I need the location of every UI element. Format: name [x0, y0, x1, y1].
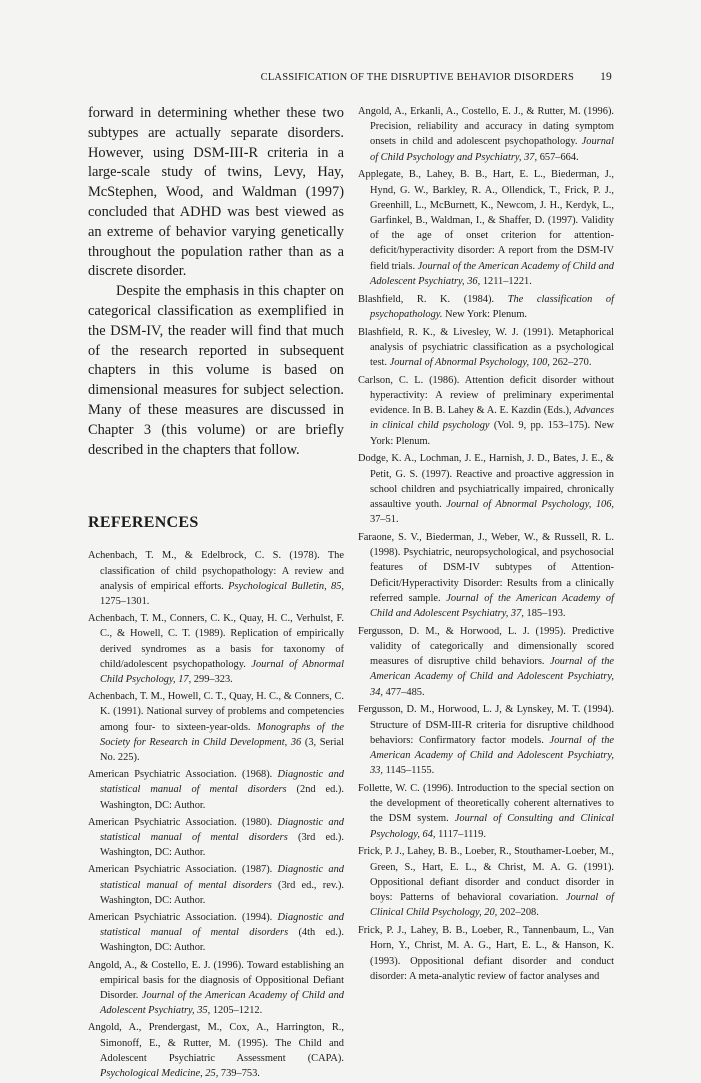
reference-entry: Angold, A., Erkanli, A., Costello, E. J., & Rutter, M. (1996). Precision, reliability and accuracy in dating symptom onsets in child and adolescent psychopathology. Journal of Child Psychology and Psychiatry, 37, 657–664. — [358, 106, 614, 163]
reference-list-left — [88, 548, 344, 1081]
reference-entry: American Psychiatric Association. (1980). Diagnostic and statistical manual of mental disorders (3rd ed.). Washington, DC: Author. — [88, 816, 344, 859]
reference-entry: Achenbach, T. M., Howell, C. T., Quay, H. C., & Conners, C. K. (1991). National survey of problems and competencies among four- to sixteen-year-olds. Monographs of the Society for Research in Child Development, 36 (3, Serial No. 225). — [88, 691, 345, 763]
reference-entry: Faraone, S. V., Biederman, J., Weber, W., & Russell, R. L. (1998). Psychiatric, neuropsychological, and psychosocial features of DSM-IV subtypes of Attention-Deficit/Hyperactivity Disorder: Results from a clinically referred sample. Journal of the American Academy of Child and Adolescent Psychiatry, 37, 185–193. — [358, 532, 614, 620]
left-column — [88, 104, 344, 1083]
reference-entry: Blashfield, R. K., & Livesley, W. J. (1991). Metaphorical analysis of psychiatric classification as a psychological test. Journal of Abnormal Psychology, 100, 262–270. — [358, 326, 614, 369]
body-paragraph: forward in determining whether these two subtypes are actually separate disorders. However, using DSM-III-R criteria in a large-scale study of twins, Levy, Hay, McStephen, Wood, and Waldman (1997) concluded that ADHD was best viewed as an extreme of behavior varying genetically throughout the population rather than as a discrete disorder. — [88, 105, 344, 280]
reference-entry: American Psychiatric Association. (1968). Diagnostic and statistical manual of mental disorders (2nd ed.). Washington, DC: Author. — [88, 769, 344, 811]
right-column — [358, 104, 614, 987]
reference-entry: Applegate, B., Lahey, B. B., Hart, E. L., Biederman, J., Hynd, G. W., Barkley, R. A., Ollendick, T., Frick, P. J., Greenhill, L., McBurnett, K., Newcom, J. H., Kerdyk, L., Garfinkel, B., Waldman, I., & Shaffer, D. (1997). Validity of the age of onset criterion for attention-deficit/hyperactivity disorder: A report from the DSM-IV field trials. Journal of the American Academy of Child and Adolescent Psychiatry, 36, 1211–1221. — [358, 169, 614, 287]
body-text — [88, 104, 344, 460]
page-number: 19 — [600, 71, 612, 83]
reference-entry: Angold, A., Prendergast, M., Cox, A., Harrington, R., Simonoff, E., & Rutter, M. (1995). The Child and Adolescent Psychiatric Assessment (CAPA). Psychological Medicine, 25, 739–753. — [88, 1022, 344, 1080]
references-heading: REFERENCES — [88, 514, 199, 532]
running-title: CLASSIFICATION OF THE DISRUPTIVE BEHAVIOR DISORDERS — [260, 72, 575, 83]
reference-entry: American Psychiatric Association. (1987). Diagnostic and statistical manual of mental disorders (3rd ed., rev.). Washington, DC: Author. — [88, 864, 344, 906]
reference-entry: Achenbach, T. M., & Edelbrock, C. S. (1978). The classification of child psychopathology: A review and analysis of empirical efforts. Psychological Bulletin, 85, 1275–1301. — [88, 550, 344, 607]
reference-entry: Frick, P. J., Lahey, B. B., Loeber, R., Tannenbaum, L., Van Horn, Y., Christ, M. A. G., Hart, E. L., & Hanson, K. (1993). Oppositional defiant disorder and conduct disorder: A meta-analytic review of factor analyses and — [358, 925, 614, 982]
reference-entry: Dodge, K. A., Lochman, J. E., Harnish, J. D., Bates, J. E., & Petit, G. S. (1997). Reactive and proactive aggression in school children and psychiatrically impaired, chronically assaultive youth. Journal of Abnormal Psychology, 106, 37–51. — [358, 453, 614, 526]
reference-entry: Achenbach, T. M., Conners, C. K., Quay, H. C., Verhulst, F. C., & Howell, C. T. (1989). Replication of empirically derived syndromes as a basis for taxonomy of child/adolescent psychopathology. Journal of Abnormal Child Psychology, 17, 299–323. — [88, 613, 344, 685]
reference-entry: Fergusson, D. M., Horwood, L. J, & Lynskey, M. T. (1994). Structure of DSM-III-R criteria for disruptive childhood behaviors: Confirmatory factor models. Journal of the American Academy of Child and Adolescent Psychiatry, 33, 1145–1155. — [358, 704, 615, 777]
reference-entry: Carlson, C. L. (1986). Attention deficit disorder without hyperactivity: A review of preliminary experimental evidence. In B. B. Lahey & A. E. Kazdin (Eds.), Advances in clinical child psychology (Vol. 9, pp. 153–175). New York: Plenum. — [358, 374, 614, 447]
reference-entry: Fergusson, D. M., & Horwood, L. J. (1995). Predictive validity of categorically and dimensionally scored measures of disruptive child behaviors. Journal of the American Academy of Child and Adolescent Psychiatry, 34, 477–485. — [358, 625, 614, 698]
reference-entry: Follette, W. C. (1996). Introduction to the special section on the development of theoretically coherent alternatives to the DSM system. Journal of Consulting and Clinical Psychology, 64, 1117–1119. — [358, 783, 614, 840]
reference-entry: American Psychiatric Association. (1994). Diagnostic and statistical manual of mental disorders (4th ed.). Washington, DC: Author. — [88, 912, 344, 954]
reference-entry: Blashfield, R. K. (1984). The classification of psychopathology. New York: Plenum. — [358, 293, 614, 320]
body-paragraph: Despite the emphasis in this chapter on categorical classification as exemplified in the DSM-IV, the reader will find that much of the research reported in subsequent chapters in this volume is based on dimensional measures for subject selection. Many of these measures are discussed in Chapter 3 (this volume) or are briefly described in the chapters that follow. — [88, 283, 344, 458]
reference-list-right — [358, 104, 614, 984]
reference-entry: Angold, A., & Costello, E. J. (1996). Toward establishing an empirical basis for the diagnosis of Oppositional Defiant Disorder. Journal of the American Academy of Child and Adolescent Psychiatry, 35, 1205–1212. — [88, 959, 344, 1017]
running-header — [200, 71, 612, 83]
reference-entry: Frick, P. J., Lahey, B. B., Loeber, R., Stouthamer-Loeber, M., Green, S., Hart, E. L., & Christ, M. A. G. (1991). Oppositional defiant disorder and conduct disorder in boys: Patterns of behavioral covariation. Journal of Clinical Child Psychology, 20, 202–208. — [358, 846, 614, 919]
